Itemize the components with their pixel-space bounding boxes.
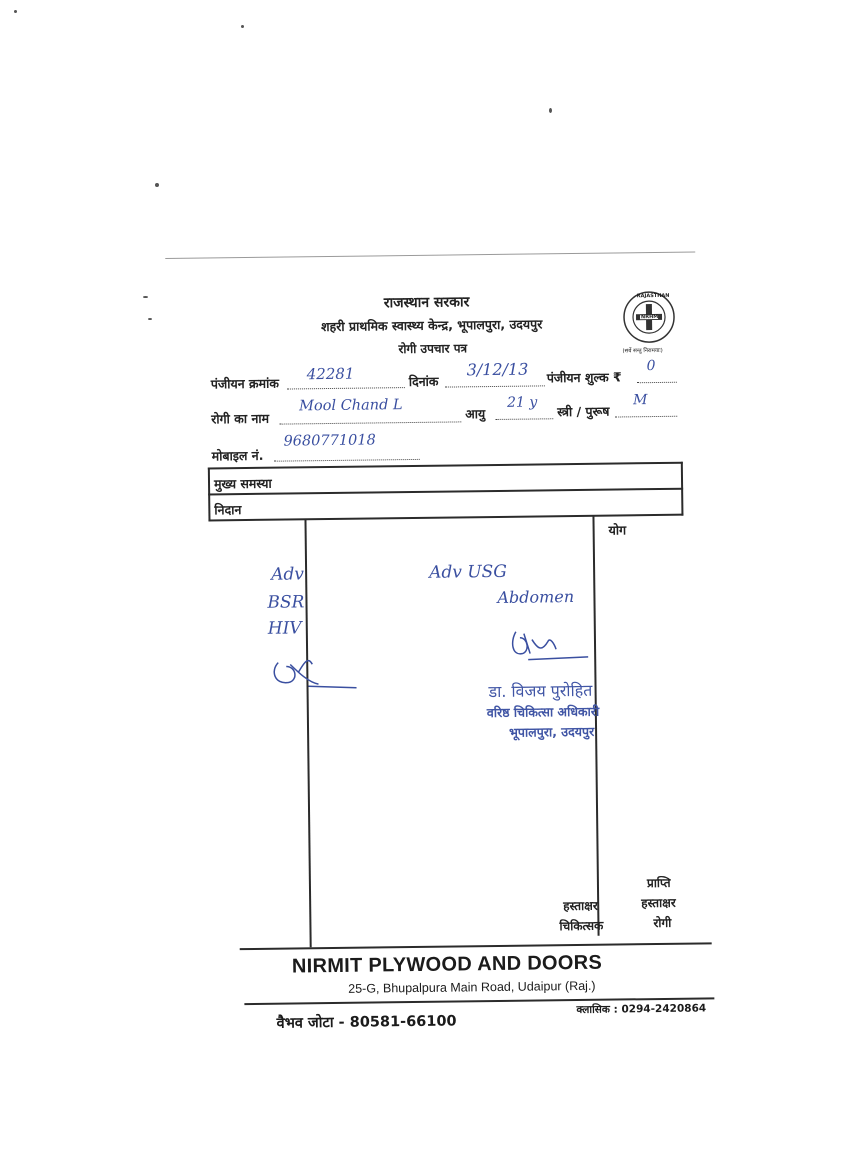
gender-label: स्त्री / पुरूष	[557, 403, 610, 420]
doctor-label: चिकित्सक	[559, 918, 604, 934]
patient-treatment-slip	[165, 229, 733, 1046]
logo-motto: (सर्वे सन्तु निरामयाः)	[622, 347, 663, 355]
table-left-border	[208, 467, 210, 521]
scan-speck	[241, 25, 244, 28]
note-hiv: HIV	[267, 618, 302, 639]
main-problem-label: मुख्य समस्या	[213, 475, 272, 492]
fee-line	[637, 370, 677, 383]
patient-name-value: Mool Chand L	[298, 397, 403, 415]
scan-speck	[143, 296, 148, 298]
note-abdomen: Abdomen	[497, 587, 575, 607]
scan-speck	[14, 10, 17, 13]
doctor-scribble-signature	[508, 619, 599, 670]
nrhm-logo	[622, 290, 677, 355]
table-header-bottom	[208, 514, 683, 521]
note-adv: Adv	[271, 564, 305, 585]
footer-clinic-phone: क्लासिक : 0294-2420864	[576, 1002, 707, 1017]
footer-company-name: NIRMIT PLYWOOD AND DOORS	[291, 951, 603, 978]
paper-top-edge	[165, 252, 695, 259]
left-scribble-signature	[268, 642, 359, 693]
age-value: 21 y	[506, 394, 538, 411]
fee-label: पंजीयन शुल्क ₹	[546, 369, 622, 386]
doctor-signature-label: हस्ताक्षर	[563, 898, 598, 914]
health-center-name: शहरी प्राथमिक स्वास्थ्य केन्द्र, भूपालपुरा, उदयपुर	[321, 316, 543, 335]
table-top-border	[208, 462, 683, 469]
footer-contact-phone: वैभव जोटा - 80581-66100	[276, 1013, 457, 1032]
mobile-label: मोबाइल नं.	[211, 447, 264, 464]
table-right-border	[681, 462, 683, 516]
patient-signature-label: हस्ताक्षर	[641, 895, 676, 911]
receipt-label: प्राप्ति	[646, 875, 671, 891]
logo-center-text: NRHM	[640, 313, 659, 321]
patient-label: रोगी	[653, 915, 672, 931]
scan-speck	[549, 108, 552, 113]
gender-value: M	[632, 392, 648, 409]
govt-title: राजस्थान सरकार	[383, 294, 470, 312]
patient-name-label: रोगी का नाम	[211, 410, 270, 427]
mobile-value: 9680771018	[283, 432, 376, 450]
note-bsr: BSR	[267, 592, 305, 613]
reg-no-value: 42281	[306, 364, 355, 384]
fee-value: 0	[646, 358, 656, 375]
note-adv-usg: Adv USG	[429, 561, 507, 583]
yoga-label: योग	[608, 522, 627, 538]
diagnosis-label: निदान	[214, 502, 242, 518]
age-label: आयु	[465, 406, 486, 422]
footer-address: 25-G, Bhupalpura Main Road, Udaipur (Raj.)	[348, 978, 596, 996]
reg-no-label: पंजीयन क्रमांक	[210, 375, 279, 392]
logo-ring-text: RAJASTHAN	[636, 292, 670, 300]
scan-speck	[148, 318, 152, 320]
date-value: 3/12/13	[466, 359, 529, 380]
date-label: दिनांक	[408, 373, 439, 390]
doctor-stamp-name: डा. विजय पुरोहित	[488, 680, 593, 702]
form-title: रोगी उपचार पत्र	[398, 341, 468, 357]
scan-speck	[155, 183, 159, 187]
doctor-stamp-place: भूपालपुरा, उदयपुर	[508, 723, 595, 740]
table-row-divider	[208, 488, 683, 495]
left-column-line	[304, 519, 311, 947]
doctor-stamp-designation: वरिष्ठ चिकित्सा अधिकारी	[486, 703, 600, 721]
